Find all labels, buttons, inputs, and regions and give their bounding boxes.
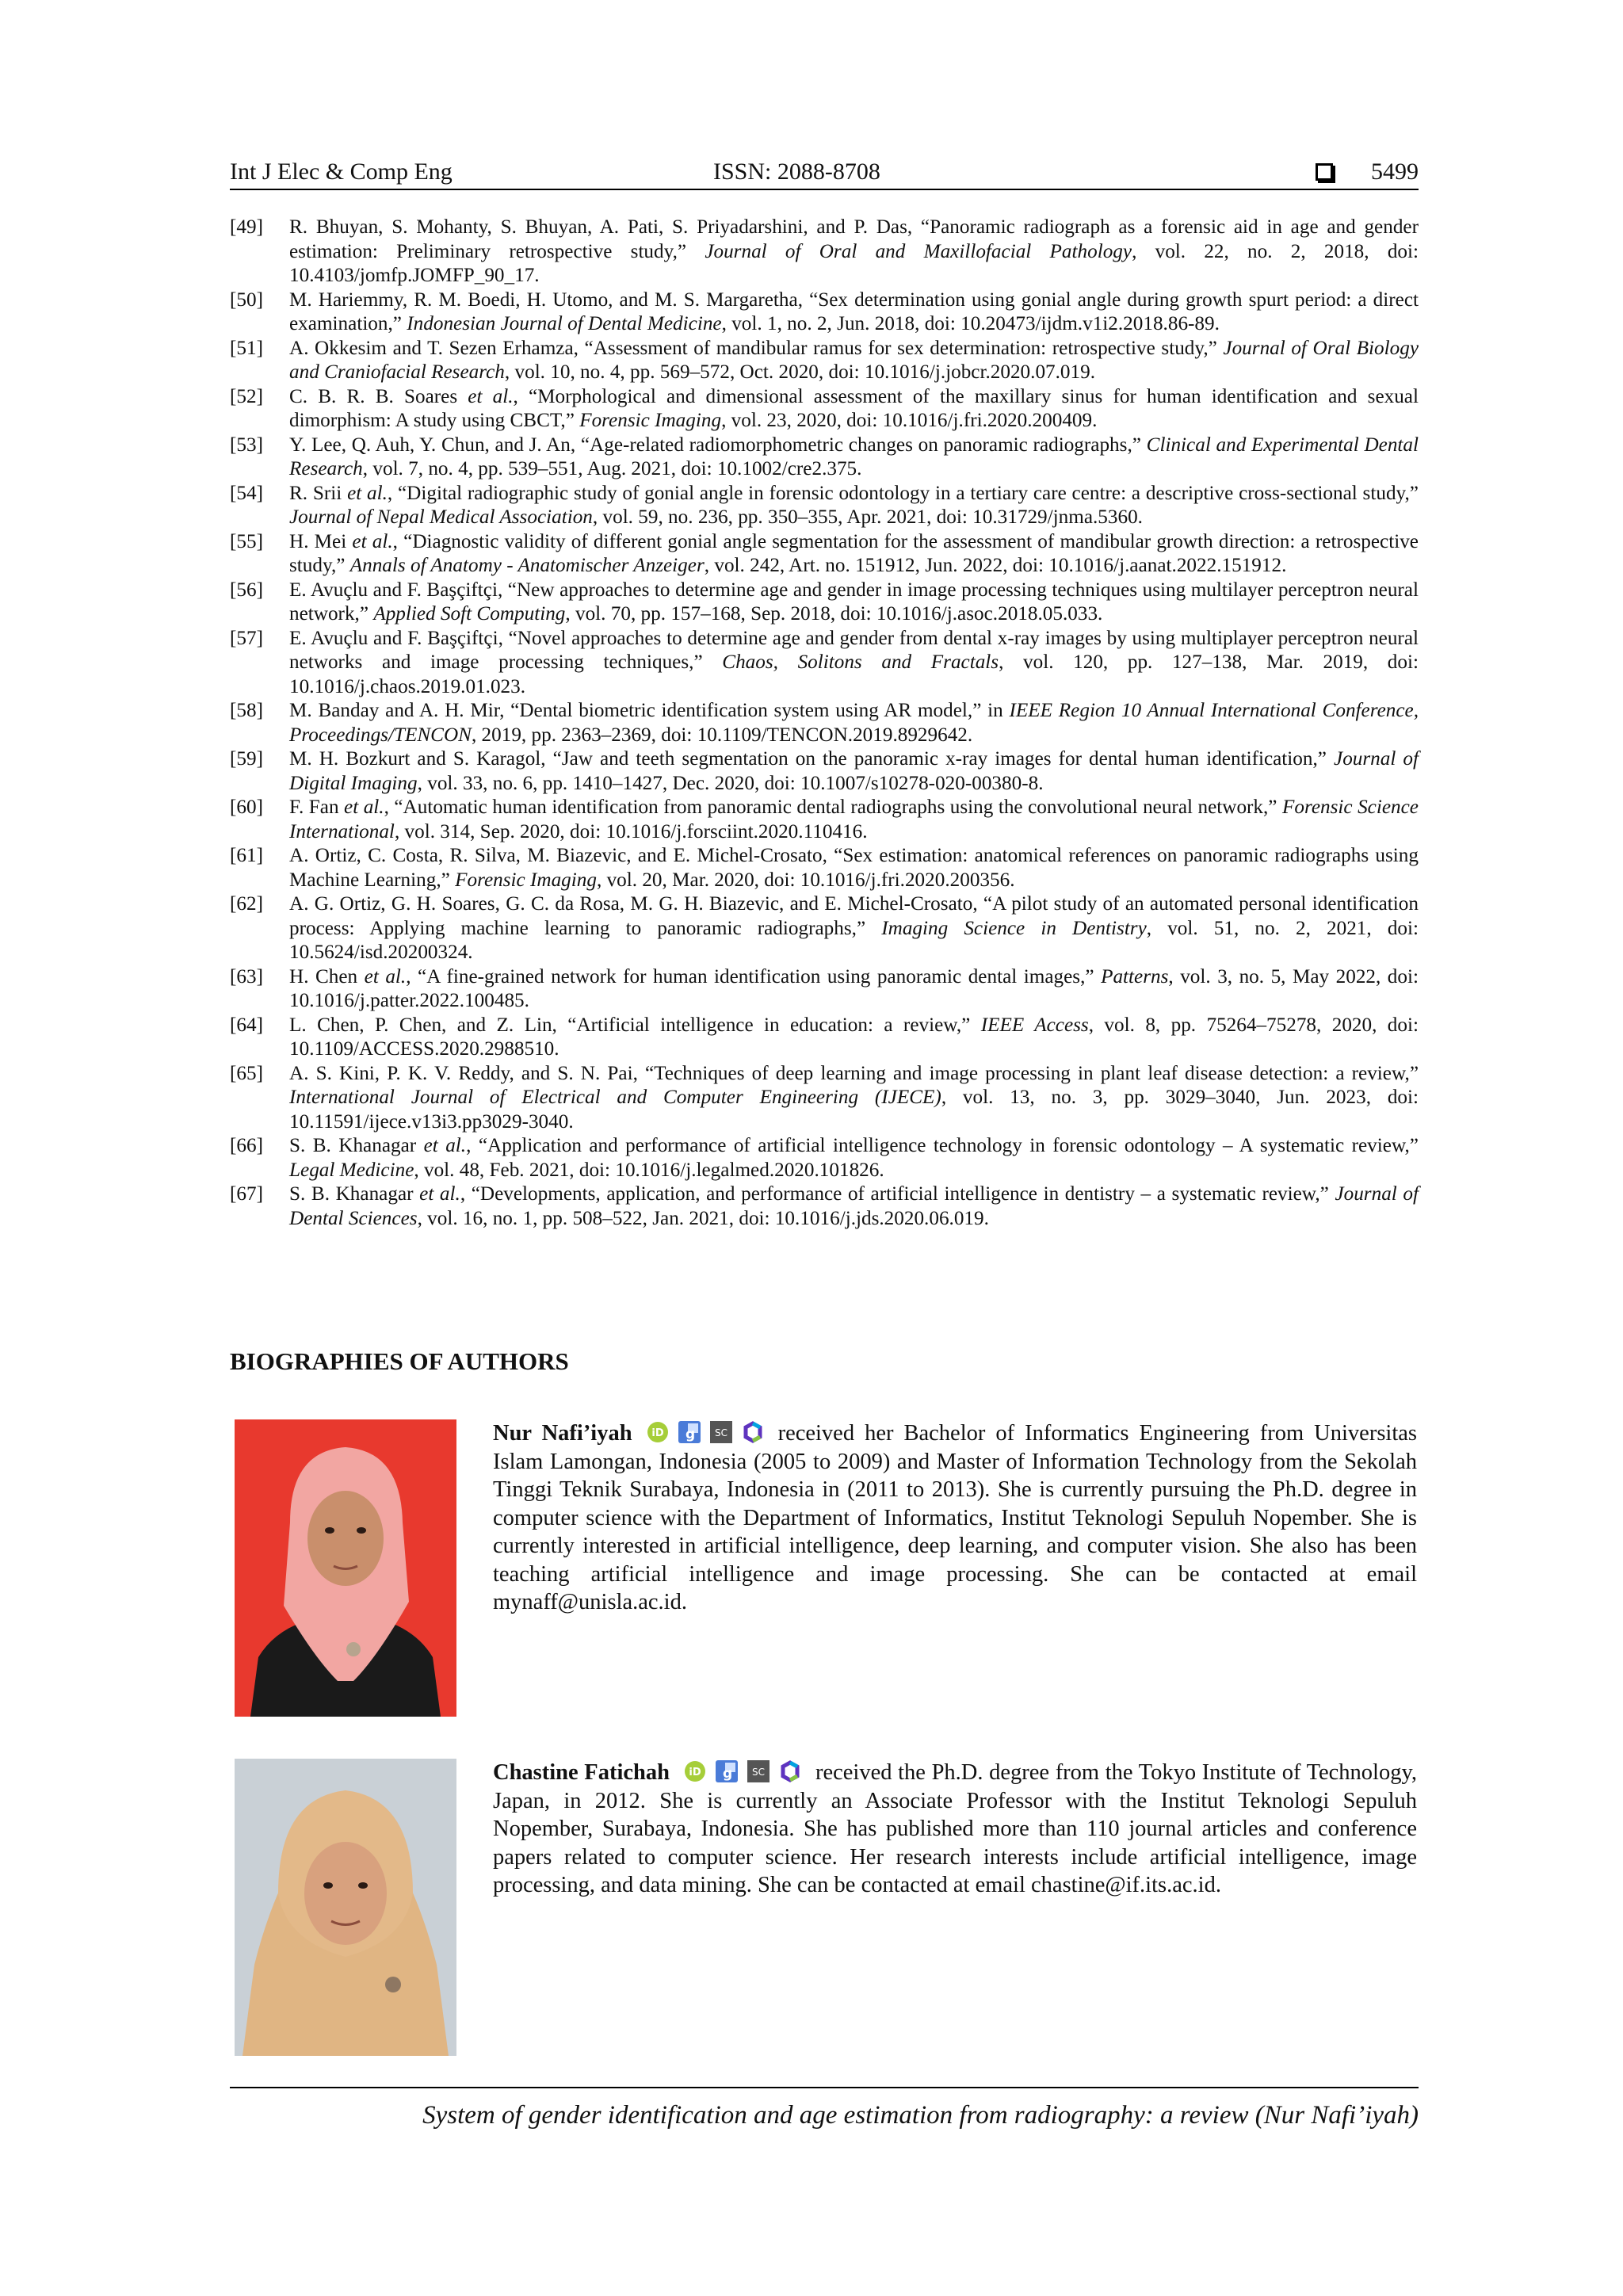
page-number: 5499 <box>1371 159 1419 185</box>
reference-text: M. Hariemmy, R. M. Boedi, H. Utomo, and M. S. Margaretha, “Sex determination using gonial angle during growth spurt period: a direct examination,” Indonesian Journal of Dental Medicine, vol. 1, no. 2, Jun. 2018, doi: 10.20473/ijdm.v1i2.2018.86-89. <box>289 288 1419 334</box>
reference-number: [63] <box>230 965 263 988</box>
brooch <box>385 1977 401 1992</box>
reference-item <box>230 796 1419 844</box>
reference-text: S. B. Khanagar et al., “Developments, application, and performance of artificial intelligence in dentistry – a systematic review,” Journal of Dental Sciences, vol. 16, no. 1, pp. 508–522, Jan. 2021, doi: 10.1016/j.jds.2020.06.019. <box>289 1183 1419 1229</box>
svg-text:iD: iD <box>651 1427 664 1439</box>
author-photo <box>235 1419 456 1717</box>
reference-number: [59] <box>230 748 263 770</box>
author-bio-body: received her Bachelor of Informatics Engineering from Universitas Islam Lamongan, Indonesia (2005 to 2009) and Master of Information Technology from the Sekolah Tinggi Teknik Surabaya, Indonesia in (2011 to 2013). She is currently pursuing the Ph.D. degree in computer science with the Department of Informatics, Institut Teknologi Sepuluh Nopember. She is currently interested in artificial intelligence, deep learning, and computer vision. She also has been teaching artificial intelligence and image processing. She can be contacted at email mynaff@unisla.ac.id. <box>493 1421 1417 1614</box>
reference-text: M. Banday and A. H. Mir, “Dental biometric identification system using AR model,” in IEEE Region 10 Annual International Conference, Proceedings/TENCON, 2019, pp. 2363–2369, doi: 10.1109/TENCON.2019.8929642. <box>289 700 1419 746</box>
page-number-group <box>1316 155 1419 189</box>
reference-text: F. Fan et al., “Automatic human identification from panoramic dental radiographs using the convolutional neural network,” Forensic Science International, vol. 314, Sep. 2020, doi: 10.1016/j.forsciint.2020.110416. <box>289 797 1419 842</box>
reference-number: [56] <box>230 579 263 601</box>
face <box>307 1491 384 1586</box>
reference-item <box>230 579 1419 627</box>
author-portrait-image <box>235 1419 456 1717</box>
reference-item <box>230 747 1419 796</box>
reference-text: R. Bhuyan, S. Mohanty, S. Bhuyan, A. Pati, S. Priyadarshini, and P. Das, “Panoramic radiograph as a forensic aid in age and gender estimation: Preliminary retrospective study,” Journal of Oral and Maxillofacial Pathology, vol. 22, no. 2, 2018, doi: 10.4103/jomfp.JOMFP_90_17. <box>289 216 1419 286</box>
author-bio-text <box>493 1759 1417 1900</box>
reference-number: [52] <box>230 385 263 407</box>
web-of-science-icon[interactable] <box>779 1760 801 1782</box>
author-photo <box>235 1759 456 2056</box>
reference-text: L. Chen, P. Chen, and Z. Lin, “Artificial intelligence in education: a review,” IEEE Access, vol. 8, pp. 75264–75278, 2020, doi: 10.1109/ACCESS.2020.2988510. <box>289 1014 1419 1060</box>
reference-text: A. Ortiz, C. Costa, R. Silva, M. Biazevic, and E. Michel-Crosato, “Sex estimation: anatomical references on panoramic radiographs using Machine Learning,” Forensic Imaging, vol. 20, Mar. 2020, doi: 10.1016/j.fri.2020.200356. <box>289 845 1419 891</box>
orcid-icon[interactable] <box>647 1421 669 1443</box>
reference-text: A. S. Kini, P. K. V. Reddy, and S. N. Pai, “Techniques of deep learning and image processing in plant leaf disease detection: a review,” International Journal of Electrical and Computer Engineering (IJECE), vol. 13, no. 3, pp. 3029–3040, Jun. 2023, doi: 10.11591/ijece.v13i3.pp3029-3040. <box>289 1062 1419 1133</box>
orcid-icon[interactable] <box>684 1760 706 1782</box>
reference-text: R. Srii et al., “Digital radiographic study of gonial angle in forensic odontology in a tertiary care centre: a descriptive cross-sectional study,” Journal of Nepal Medical Association, vol. 59, no. 236, pp. 350–355, Apr. 2021, doi: 10.31729/jnma.5360. <box>289 482 1419 528</box>
reference-number: [62] <box>230 893 263 915</box>
author-profile-icons <box>684 1760 801 1782</box>
reference-number: [66] <box>230 1135 263 1156</box>
reference-number: [49] <box>230 216 263 238</box>
reference-item <box>230 965 1419 1014</box>
reference-number: [57] <box>230 627 263 649</box>
author-profile-icons <box>647 1421 764 1443</box>
reference-item <box>230 482 1419 530</box>
reference-item <box>230 530 1419 579</box>
reference-number: [55] <box>230 530 263 552</box>
google-scholar-icon[interactable] <box>678 1421 701 1443</box>
reference-item <box>230 699 1419 747</box>
reference-text: S. B. Khanagar et al., “Application and performance of artificial intelligence technology in forensic odontology – A systematic review,” Legal Medicine, vol. 48, Feb. 2021, doi: 10.1016/j.legalmed.2020.101826. <box>289 1135 1419 1181</box>
svg-text:g: g <box>722 1766 733 1782</box>
page-footer: System of gender identification and age estimation from radiography: a review (Nur Nafi’iyah) <box>422 2101 1419 2130</box>
page-header <box>230 155 1419 190</box>
reference-list <box>230 216 1419 1231</box>
reference-text: C. B. R. B. Soares et al., “Morphological and dimensional assessment of the maxillary sinus for human identification and sexual dimorphism: A study using CBCT,” Forensic Imaging, vol. 23, 2020, doi: 10.1016/j.fri.2020.200409. <box>289 385 1419 431</box>
reference-item <box>230 1014 1419 1062</box>
reference-text: E. Avuçlu and F. Başçiftçi, “Novel approaches to determine age and gender from dental x-ray images by using multiplayer perceptron neural networks and image processing techniques,” Chaos, Solitons and Fractals, vol. 120, pp. 127–138, Mar. 2019, doi: 10.1016/j.chaos.2019.01.023. <box>289 627 1419 697</box>
reference-number: [51] <box>230 337 263 359</box>
face <box>304 1842 387 1945</box>
svg-text:g: g <box>685 1427 695 1442</box>
biographies-heading: BIOGRAPHIES OF AUTHORS <box>230 1347 569 1375</box>
reference-text: Y. Lee, Q. Auh, Y. Chun, and J. An, “Age-related radiomorphometric changes on panoramic radiographs,” Clinical and Experimental Dental Research, vol. 7, no. 4, pp. 539–551, Aug. 2021, doi: 10.1002/cre2.375. <box>289 434 1419 479</box>
reference-text: E. Avuçlu and F. Başçiftçi, “New approaches to determine age and gender in image processing techniques using multilayer perceptron neural network,” Applied Soft Computing, vol. 70, pp. 157–168, Sep. 2018, doi: 10.1016/j.asoc.2018.05.033. <box>289 579 1419 625</box>
author-bio-text <box>493 1419 1417 1617</box>
reference-item <box>230 385 1419 434</box>
reference-item <box>230 216 1419 288</box>
reference-item <box>230 844 1419 892</box>
reference-item <box>230 1062 1419 1135</box>
author-bio-body: received the Ph.D. degree from the Tokyo Institute of Technology, Japan, in 2012. She is currently an Associate Professor with the Institut Teknologi Sepuluh Nopember, Surabaya, Indonesia. She has published more than 110 journal articles and conference papers related to computer science. Her research interests include artificial intelligence, image processing, and data mining. She can be contacted at email chastine@if.its.ac.id. <box>493 1760 1417 1897</box>
reference-item <box>230 337 1419 385</box>
reference-number: [64] <box>230 1014 263 1036</box>
reference-number: [58] <box>230 700 263 721</box>
reference-number: [61] <box>230 845 263 866</box>
scopus-icon[interactable] <box>747 1760 769 1782</box>
reference-number: [50] <box>230 288 263 311</box>
reference-item <box>230 892 1419 965</box>
reference-number: [60] <box>230 797 263 818</box>
brooch <box>346 1642 361 1656</box>
reference-text: A. Okkesim and T. Sezen Erhamza, “Assessment of mandibular ramus for sex determination: retrospective study,” Journal of Oral Biology and Craniofacial Research, vol. 10, no. 4, pp. 569–572, Oct. 2020, doi: 10.1016/j.jobcr.2020.07.019. <box>289 337 1419 383</box>
reference-text: M. H. Bozkurt and S. Karagol, “Jaw and teeth segmentation on the panoramic x-ray images for dental human identification,” Journal of Digital Imaging, vol. 33, no. 6, pp. 1410–1427, Dec. 2020, doi: 10.1007/s10278-020-00380-8. <box>289 748 1419 794</box>
reference-text: H. Chen et al., “A fine-grained network for human identification using panoramic dental images,” Patterns, vol. 3, no. 5, May 2022, doi: 10.1016/j.patter.2022.100485. <box>289 965 1419 1011</box>
reference-text: H. Mei et al., “Diagnostic validity of different gonial angle segmentation for the assessment of mandibular growth direction: a retrospective study,” Annals of Anatomy - Anatomischer Anzeiger, vol. 242, Art. no. 151912, Jun. 2022, doi: 10.1016/j.aanat.2022.151912. <box>289 530 1419 576</box>
page-square-icon <box>1316 163 1333 181</box>
footer-rule <box>230 2087 1419 2088</box>
scopus-icon[interactable] <box>710 1421 732 1443</box>
reference-number: [54] <box>230 482 263 504</box>
reference-text: A. G. Ortiz, G. H. Soares, G. C. da Rosa, M. G. H. Biazevic, and E. Michel-Crosato, “A pilot study of an automated personal identification process: Applying machine learning to panoramic radiographs,” Imaging Science in Dentistry, vol. 51, no. 2, 2021, doi: 10.5624/isd.20200324. <box>289 893 1419 963</box>
reference-number: [67] <box>230 1183 263 1205</box>
author-name: Chastine Fatichah <box>493 1760 670 1785</box>
reference-number: [65] <box>230 1062 263 1084</box>
google-scholar-icon[interactable] <box>716 1760 738 1782</box>
reference-item <box>230 627 1419 700</box>
author-name: Nur Nafi’iyah <box>493 1421 632 1446</box>
svg-text:SC: SC <box>751 1767 765 1778</box>
reference-item <box>230 1134 1419 1182</box>
reference-item <box>230 288 1419 337</box>
reference-number: [53] <box>230 434 263 456</box>
reference-item <box>230 434 1419 482</box>
reference-item <box>230 1182 1419 1231</box>
author-portrait-image <box>235 1759 456 2056</box>
web-of-science-icon[interactable] <box>742 1421 764 1443</box>
journal-name: Int J Elec & Comp Eng <box>230 159 453 185</box>
svg-text:iD: iD <box>689 1767 701 1778</box>
svg-text:SC: SC <box>714 1427 727 1438</box>
issn: ISSN: 2088-8708 <box>713 159 880 185</box>
